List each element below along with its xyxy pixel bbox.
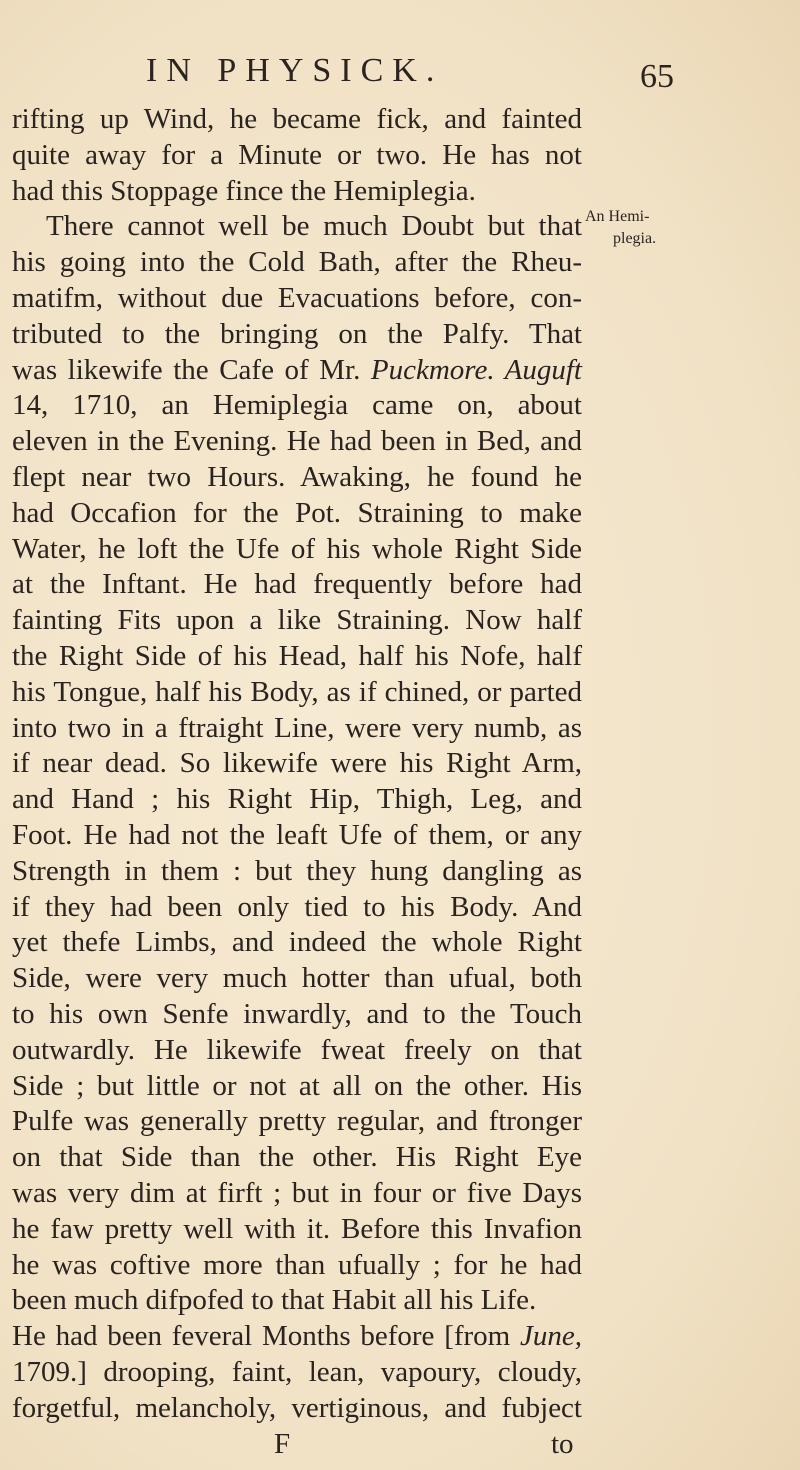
text-segment: into two in a ftraight Line, were very numb, as [12,711,582,744]
text-line [12,532,582,568]
text-line [12,1033,582,1069]
text-line [12,925,582,961]
page-number: 65 [640,58,674,95]
text-line [12,1319,582,1355]
text-line [12,567,582,603]
text-line [12,138,582,174]
text-line [12,746,582,782]
text-line [12,854,582,890]
text-line [12,245,582,281]
text-segment: was likewife the Cafe of Mr. [12,353,371,386]
text-line [12,782,582,818]
text-segment: rifting up Wind, he became fick, and fainted [12,103,582,135]
text-segment: tributed to the bringing on the Palfy. That [12,317,582,350]
text-segment: been much difpofed to that Habit all his Life. [12,1284,537,1317]
text-segment: and Hand ; his Right Hip, Thigh, Leg, and [12,783,582,816]
text-line [12,1248,582,1284]
text-line [12,890,582,926]
text-line [12,711,582,747]
text-segment: at the Inftant. He had frequently before had [12,568,582,601]
text-segment: if they had been only tied to his Body. And [12,890,582,923]
text-segment: had this Stoppage fince the Hemiplegia. [12,174,476,207]
text-segment: Side ; but little or not at all on the other. His [12,1069,582,1102]
text-segment: flept near two Hours. Awaking, he found he [12,460,582,493]
text-segment: Foot. He had not the leaft Ufe of them, or any [12,818,582,851]
text-line [12,424,582,460]
text-segment: He had been feveral Months before [from [12,1320,520,1353]
text-line [12,317,582,353]
text-line [12,353,582,389]
text-line [12,1104,582,1140]
text-segment: if near dead. So likewife were his Right Arm, [12,747,582,780]
text-line [12,102,582,138]
text-segment: on that Side than the other. His Right Eye [12,1141,582,1174]
text-segment: he faw pretty well with it. Before this Invafion [12,1212,582,1245]
text-segment: to his own Senfe inwardly, and to the Touch [12,997,582,1030]
text-segment: the Right Side of his Head, half his Nofe, half [12,639,582,672]
text-segment: matifm, without due Evacuations before, con- [12,281,582,314]
text-segment: had Occafion for the Pot. Straining to make [12,496,582,529]
text-segment: his going into the Cold Bath, after the Rheu- [12,246,582,279]
text-line [12,818,582,854]
text-segment: forgetful, melancholy, vertiginous, and fubject [12,1391,582,1424]
margin-note [585,206,656,250]
text-line [12,1355,582,1391]
text-segment: he was coftive more than ufually ; for he had [12,1248,582,1281]
signature-mark: F [274,1428,291,1460]
text-segment: quite away for a Minute or two. He has not [12,138,582,171]
text-line [12,1212,582,1248]
text-segment: his Tongue, half his Body, as if chined, or parted [12,675,582,708]
text-line [12,603,582,639]
text-line [12,281,582,317]
text-segment: yet thefe Limbs, and indeed the whole Right [12,926,582,959]
text-line [12,388,582,424]
text-line [12,1391,582,1427]
text-line [12,997,582,1033]
text-segment: Side, were very much hotter than ufual, both [12,962,582,995]
text-line [12,1069,582,1105]
text-line [12,496,582,532]
italic-text: June, [520,1320,582,1353]
text-line [12,961,582,997]
text-line [12,1283,582,1319]
text-line [12,174,582,210]
margin-note-line: An Hemi- [585,208,650,225]
text-segment: Strength in them : but they hung dangling as [12,854,582,887]
margin-note-line: plegia. [613,230,657,247]
running-title: IN PHYSICK. [146,52,444,89]
italic-text: Puckmore. Auguft [370,353,582,386]
text-segment: 1709.] drooping, faint, lean, vapoury, cloudy, [12,1355,582,1388]
text-line [12,1176,582,1212]
text-segment: fainting Fits upon a like Straining. Now half [12,604,582,637]
text-line [12,675,582,711]
text-line [12,209,582,245]
text-line [12,460,582,496]
text-segment: eleven in the Evening. He had been in Bed, and [12,425,582,458]
text-line [12,639,582,675]
catchword: to [551,1428,574,1460]
text-segment: outwardly. He likewife fweat freely on that [12,1033,582,1066]
text-segment: was very dim at firft ; but in four or five Days [12,1176,582,1209]
text-segment: 14, 1710, an Hemiplegia came on, about [12,389,582,422]
text-segment: Water, he loft the Ufe of his whole Right Side [12,532,582,565]
text-segment: Pulfe was generally pretty regular, and ftronger [12,1105,582,1138]
text-segment: There cannot well be much Doubt but that [46,210,582,243]
text-line [12,1140,582,1176]
body-text [12,102,582,1426]
